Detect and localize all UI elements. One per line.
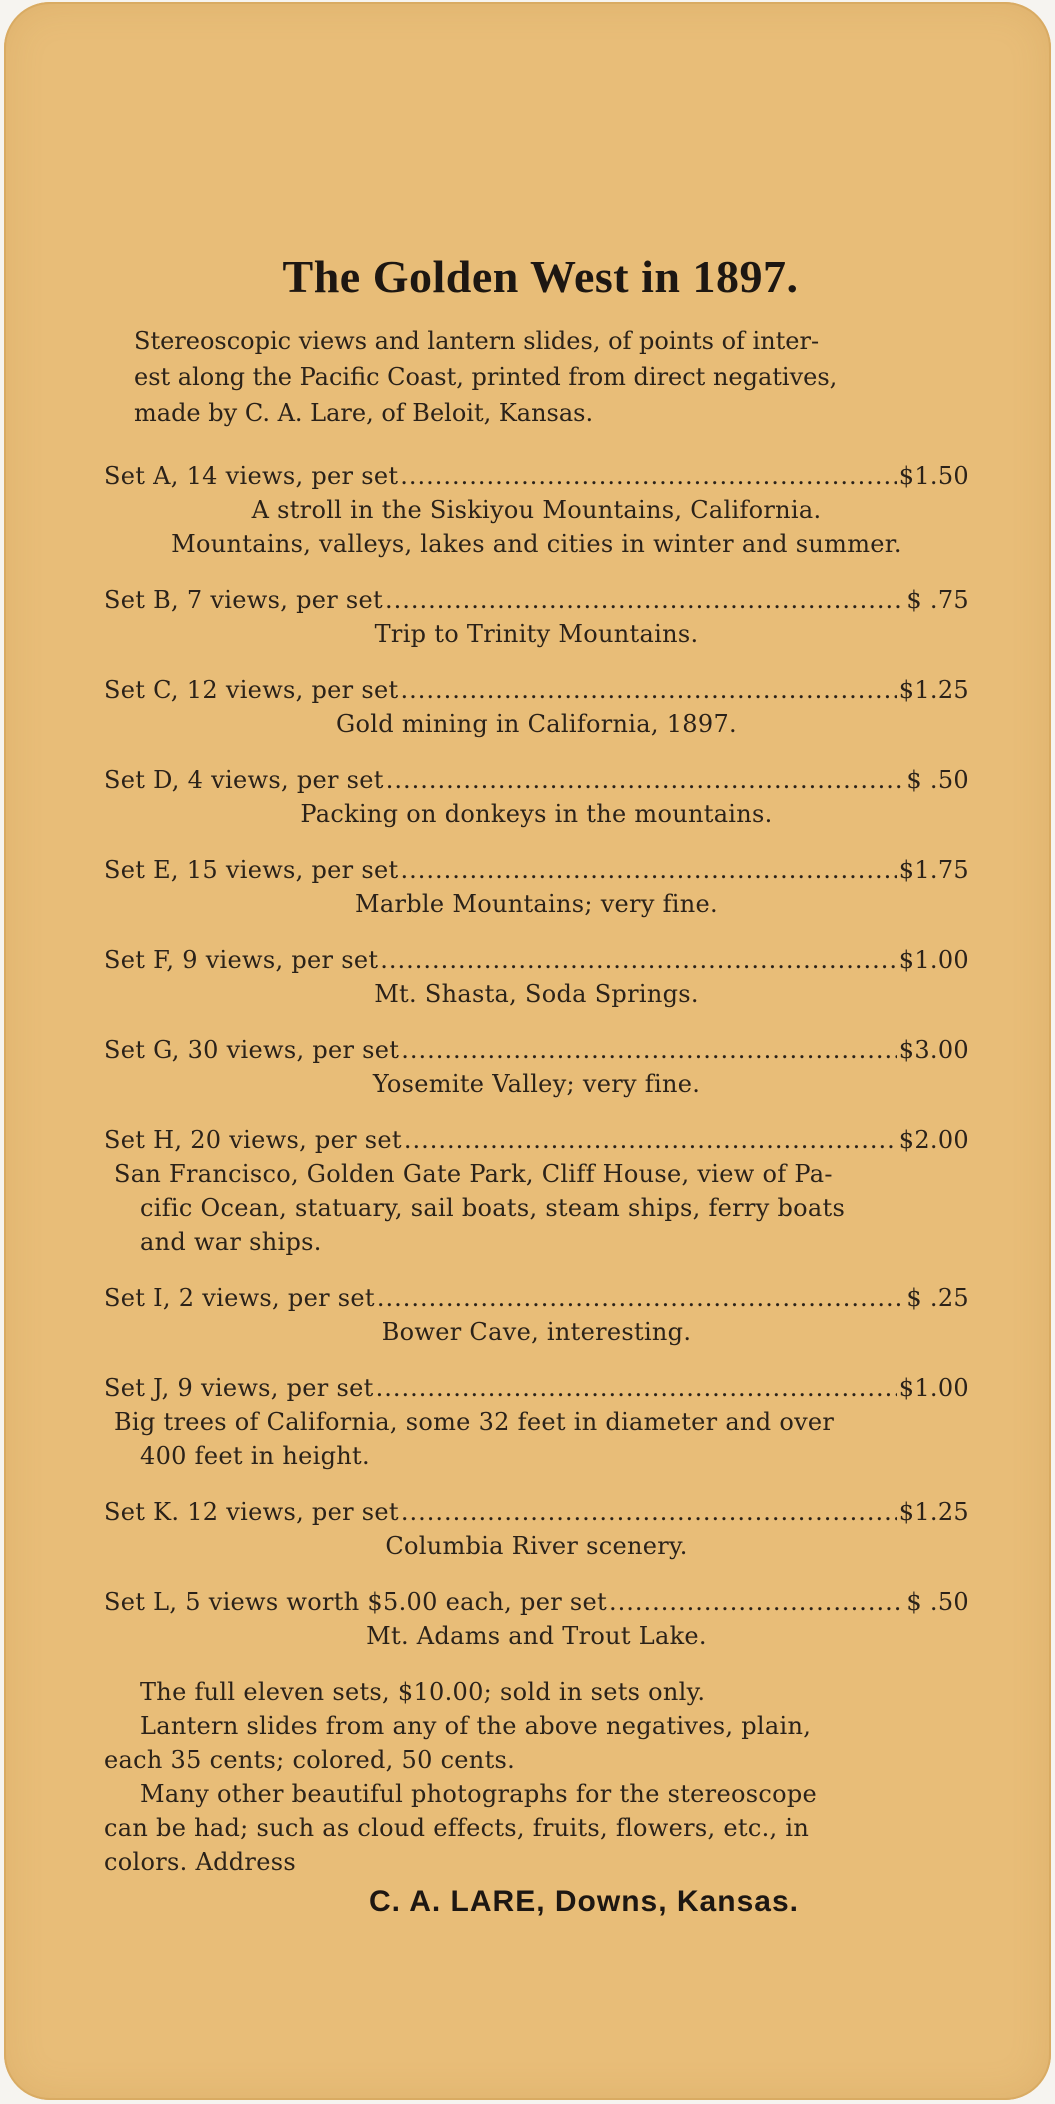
dot-leader (404, 1123, 897, 1157)
footer-lantern-note: Lantern slides from any of the above negatives, plain, (140, 1712, 812, 1740)
set-label: Set C, 12 views, per set (104, 676, 399, 704)
set-entry (104, 1123, 969, 1259)
set-price-row (104, 1033, 969, 1067)
footer-notes (104, 1675, 969, 1919)
dot-leader (377, 1281, 905, 1315)
set-price: $3.00 (898, 1036, 969, 1064)
set-entry (104, 583, 969, 651)
set-price: $ .75 (906, 586, 969, 614)
set-description: Gold mining in California, 1897. (336, 710, 737, 738)
set-description: Bower Cave, interesting. (381, 1318, 692, 1346)
set-description: Columbia River scenery. (385, 1532, 688, 1560)
set-price: $1.00 (898, 946, 969, 974)
footer-other-note: Many other beautiful photographs for the stereoscope (140, 1780, 817, 1808)
page-title: The Golden West in 1897. (282, 251, 799, 302)
set-entry (104, 673, 969, 741)
set-description (104, 1405, 969, 1473)
intro-paragraph (134, 323, 969, 431)
set-description-line: 400 feet in height. (140, 1442, 370, 1470)
set-price: $1.00 (898, 1374, 969, 1402)
set-label: Set L, 5 views worth $5.00 each, per set (104, 1588, 607, 1616)
set-description: Marble Mountains; very fine. (355, 890, 718, 918)
set-price: $1.50 (898, 462, 969, 490)
dot-leader (400, 459, 897, 493)
set-entry (104, 1281, 969, 1349)
set-description-line: cific Ocean, statuary, sail boats, steam ships, ferry boats (140, 1194, 846, 1222)
set-price-row (104, 459, 969, 493)
dot-leader (401, 1495, 897, 1529)
dot-leader (380, 943, 897, 977)
footer-lantern-note-cont: each 35 cents; colored, 50 cents. (104, 1746, 516, 1774)
set-entry (104, 1033, 969, 1101)
set-price-row (104, 853, 969, 887)
set-label: Set E, 15 views, per set (104, 856, 399, 884)
set-description: Mt. Shasta, Soda Springs. (374, 980, 699, 1008)
set-description: Trip to Trinity Mountains. (374, 620, 699, 648)
dot-leader (385, 583, 904, 617)
set-entry (104, 943, 969, 1011)
set-entry (104, 1495, 969, 1563)
set-description-line: and war ships. (140, 1228, 322, 1256)
set-price-row (104, 1281, 969, 1315)
set-entry (104, 1585, 969, 1653)
set-price-row (104, 1495, 969, 1529)
address: C. A. LARE, Downs, Kansas. (369, 1885, 799, 1918)
set-entry (104, 459, 969, 561)
set-description: A stroll in the Siskiyou Mountains, California. (251, 496, 822, 524)
footer-sets-note: The full eleven sets, $10.00; sold in sets only. (140, 1678, 706, 1706)
set-price-row (104, 1123, 969, 1157)
set-label: Set I, 2 views, per set (104, 1284, 375, 1312)
intro-line: made by C. A. Lare, of Beloit, Kansas. (134, 399, 594, 427)
footer-other-note-cont: can be had; such as cloud effects, fruits, flowers, etc., in (104, 1814, 810, 1842)
intro-line: est along the Pacific Coast, printed from direct negatives, (134, 363, 838, 391)
set-description: Mountains, valleys, lakes and cities in winter and summer. (171, 530, 902, 558)
footer-other-note-end: colors. Address (104, 1848, 296, 1876)
set-entry (104, 1371, 969, 1473)
set-price: $1.25 (898, 676, 969, 704)
set-label: Set K. 12 views, per set (104, 1498, 399, 1526)
set-price-row (104, 1371, 969, 1405)
set-label: Set D, 4 views, per set (104, 766, 384, 794)
set-price-row (104, 763, 969, 797)
dot-leader (400, 853, 896, 887)
set-entry (104, 763, 969, 831)
set-price: $2.00 (898, 1126, 969, 1154)
set-price: $ .50 (906, 1588, 969, 1616)
set-price: $1.75 (898, 856, 969, 884)
set-price-row (104, 673, 969, 707)
set-label: Set G, 30 views, per set (104, 1036, 400, 1064)
set-description-line: San Francisco, Golden Gate Park, Cliff House, view of Pa- (114, 1160, 833, 1188)
set-list (104, 459, 969, 1653)
set-price: $1.25 (898, 1498, 969, 1526)
dot-leader (400, 673, 896, 707)
dot-leader (386, 763, 905, 797)
set-price-row (104, 583, 969, 617)
set-description: Packing on donkeys in the mountains. (300, 800, 773, 828)
set-description: Mt. Adams and Trout Lake. (366, 1622, 707, 1650)
dot-leader (401, 1033, 897, 1067)
set-label: Set H, 20 views, per set (104, 1126, 402, 1154)
set-price: $ .25 (906, 1284, 969, 1312)
set-description: Yosemite Valley; very fine. (372, 1070, 701, 1098)
set-description-line: Big trees of California, some 32 feet in diameter and over (114, 1408, 835, 1436)
set-label: Set J, 9 views, per set (104, 1374, 374, 1402)
dot-leader (609, 1585, 904, 1619)
set-description (104, 1157, 969, 1259)
set-price: $ .50 (906, 766, 969, 794)
price-card (4, 2, 1051, 2100)
card-content (104, 242, 969, 1919)
set-label: Set B, 7 views, per set (104, 586, 383, 614)
set-price-row (104, 1585, 969, 1619)
dot-leader (376, 1371, 897, 1405)
set-price-row (104, 943, 969, 977)
set-entry (104, 853, 969, 921)
intro-line: Stereoscopic views and lantern slides, of points of inter- (134, 327, 820, 355)
set-label: Set A, 14 views, per set (104, 462, 399, 490)
set-label: Set F, 9 views, per set (104, 946, 379, 974)
